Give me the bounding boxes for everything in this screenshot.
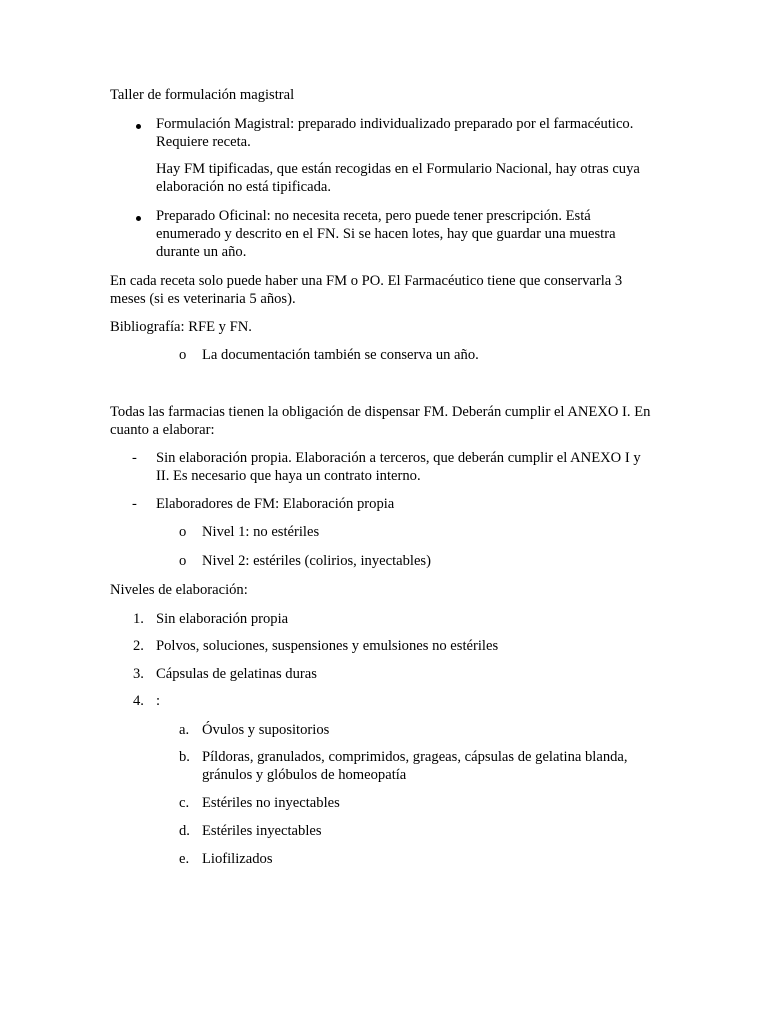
list-letter: b.	[179, 749, 190, 765]
dash-bullet-icon: -	[132, 496, 137, 512]
level-item-text: Nivel 1: no estériles	[202, 524, 320, 540]
document-title: Taller de formulación magistral	[110, 87, 295, 103]
list-number: 2.	[133, 638, 144, 654]
lettered-item-text: Estériles no inyectables	[202, 795, 340, 811]
lettered-item-text: Píldoras, granulados, comprimidos, grageas, cápsulas de gelatina blanda, gránulos y glóbulos de homeopatía	[202, 749, 628, 783]
list-number: 3.	[133, 666, 144, 682]
paragraph-receta: En cada receta solo puede haber una FM o PO. El Farmacéutico tiene que conservarla 3 meses (si es veterinaria 5 años).	[110, 273, 623, 307]
numbered-item-text: Sin elaboración propia	[156, 611, 289, 627]
dash-item-text: Sin elaboración propia. Elaboración a terceros, que deberán cumplir el ANEXO I y II. Es necesario que haya un contrato interno.	[156, 450, 641, 484]
circle-bullet-icon: o	[179, 524, 187, 540]
bullet-text: Preparado Oficinal: no necesita receta, pero puede tener prescripción. Está enumerado y descrito en el FN. Si se hacen lotes, hay que guardar una muestra durante un año.	[156, 208, 616, 260]
bullet-icon	[136, 124, 141, 129]
list-letter: a.	[179, 722, 190, 738]
bullet-sub-paragraph: Hay FM tipificadas, que están recogidas en el Formulario Nacional, hay otras cuya elaboración no está tipificada.	[156, 161, 640, 195]
lettered-item-text: Liofilizados	[202, 851, 273, 867]
dash-bullet-icon: -	[132, 450, 137, 466]
paragraph-farmacias: Todas las farmacias tienen la obligación de dispensar FM. Deberán cumplir el ANEXO I. En cuanto a elaborar:	[110, 404, 651, 438]
list-number: 1.	[133, 611, 144, 627]
numbered-item-text: Cápsulas de gelatinas duras	[156, 666, 317, 682]
list-letter: e.	[179, 851, 190, 867]
circle-bullet-icon: o	[179, 347, 187, 363]
section-heading: Niveles de elaboración:	[110, 582, 248, 598]
bullet-text: Formulación Magistral: preparado individualizado preparado por el farmacéutico. Requiere receta.	[156, 116, 634, 150]
dash-item-text: Elaboradores de FM: Elaboración propia	[156, 496, 395, 512]
numbered-item-text: Polvos, soluciones, suspensiones y emulsiones no estériles	[156, 638, 499, 654]
circle-item-text: La documentación también se conserva un año.	[202, 347, 479, 363]
list-letter: d.	[179, 823, 190, 839]
bullet-icon	[136, 216, 141, 221]
paragraph-bibliografia: Bibliografía: RFE y FN.	[110, 319, 252, 335]
list-number: 4.	[133, 693, 144, 709]
circle-bullet-icon: o	[179, 553, 187, 569]
list-letter: c.	[179, 795, 190, 811]
level-item-text: Nivel 2: estériles (colirios, inyectables)	[202, 553, 431, 569]
numbered-item-text: :	[156, 693, 161, 709]
lettered-item-text: Estériles inyectables	[202, 823, 322, 839]
lettered-item-text: Óvulos y supositorios	[202, 722, 330, 738]
